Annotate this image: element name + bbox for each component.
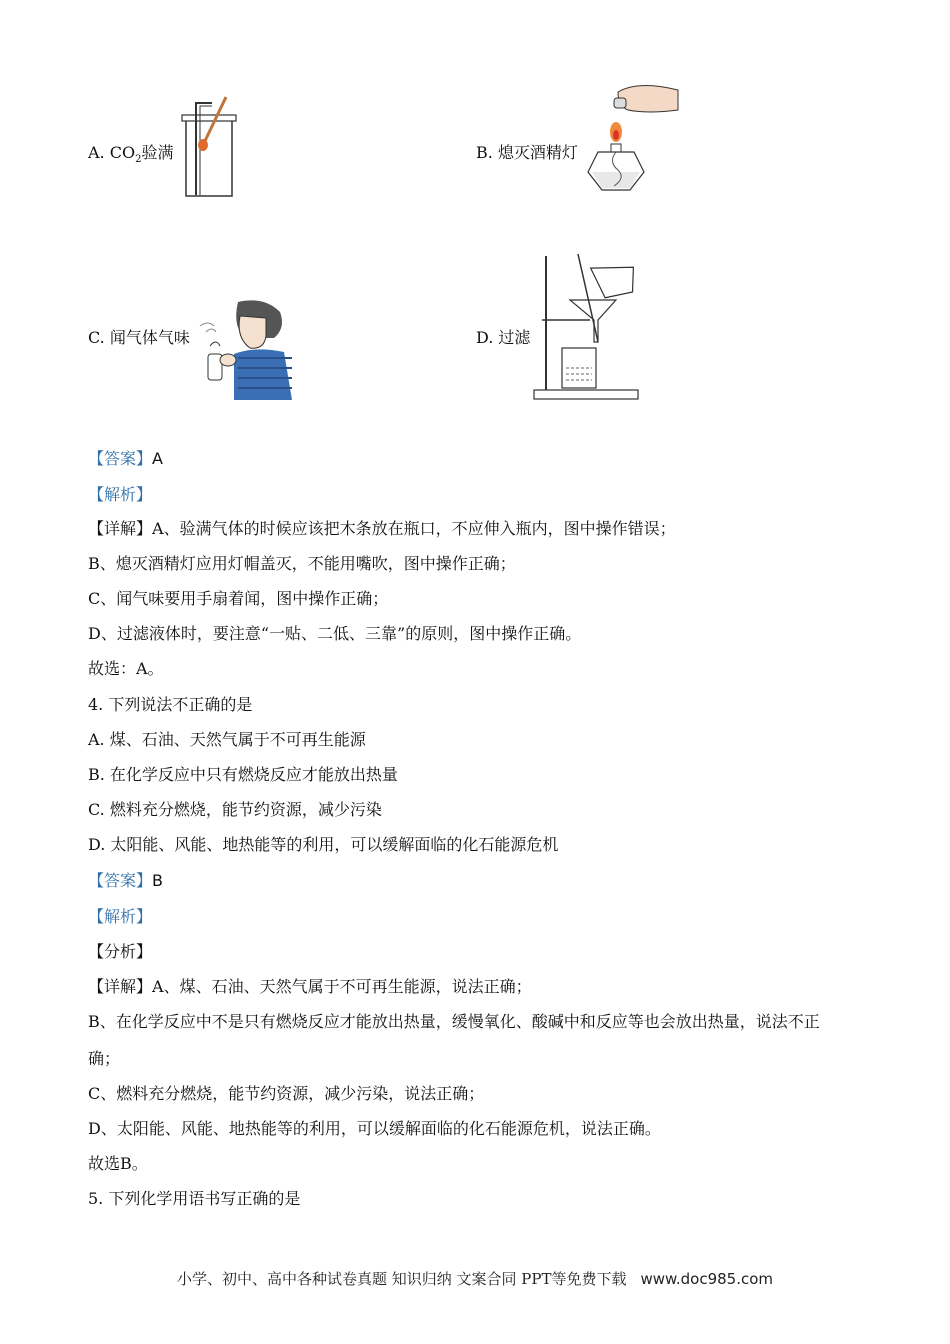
detail-text: A、验满气体的时候应该把木条放在瓶口，不应伸入瓶内，图中操作错误；	[152, 519, 676, 538]
detail-text: A、煤、石油、天然气属于不可再生能源，说法正确；	[152, 977, 532, 996]
q3-choice: 故选：A。	[88, 659, 164, 678]
q4-line-d: D、太阳能、风能、地热能等的利用，可以缓解面临的化石能源危机，说法正确。	[88, 1119, 661, 1138]
page-footer	[0, 1268, 950, 1289]
footer-url[interactable]: www.doc985.com	[640, 1270, 774, 1288]
q4-choice: 故选B。	[88, 1154, 148, 1173]
answer-tag: 【答案】	[88, 871, 153, 890]
co2-bottle-figure	[178, 95, 240, 199]
q3-line-c: C、闻气味要用手扇着闻，图中操作正确；	[88, 589, 389, 608]
q4-line-b1: B、在化学反应中不是只有燃烧反应才能放出热量，缓慢氧化、酸碱中和反应等也会放出热量，说法不正	[88, 1012, 820, 1031]
detail-tag: 【详解】	[88, 519, 153, 538]
detail-tag: 【详解】	[88, 977, 153, 996]
q4-option-a: A. 煤、石油、天然气属于不可再生能源	[88, 730, 366, 749]
alcohol-lamp-figure	[578, 80, 683, 195]
q3-answer-line	[88, 446, 163, 469]
q4-stem: 4. 下列说法不正确的是	[88, 695, 253, 714]
answer-value: B	[152, 871, 163, 890]
option-d-label: D. 过滤	[476, 328, 531, 347]
q4-fenxi-tag: 【分析】	[88, 942, 153, 961]
q4-option-d: D. 太阳能、风能、地热能等的利用，可以缓解面临的化石能源危机	[88, 835, 559, 854]
option-b-label: B. 熄灭酒精灯	[476, 143, 578, 162]
q3-detail-line	[88, 516, 676, 539]
option-c-label: C. 闻气体气味	[88, 328, 190, 347]
q5-stem: 5. 下列化学用语书写正确的是	[88, 1189, 301, 1208]
q4-analysis-tag: 【解析】	[88, 907, 153, 926]
q3-line-d: D、过滤液体时，要注意“一贴、二低、三靠”的原则，图中操作正确。	[88, 624, 582, 643]
q4-detail-line	[88, 974, 532, 997]
q4-line-b2: 确；	[88, 1049, 121, 1068]
smelling-gas-figure	[194, 298, 296, 402]
q3-line-b: B、熄灭酒精灯应用灯帽盖灭，不能用嘴吹，图中操作正确；	[88, 554, 516, 573]
filtration-figure	[532, 252, 644, 402]
q4-answer-line	[88, 868, 163, 891]
q4-option-b: B. 在化学反应中只有燃烧反应才能放出热量	[88, 765, 398, 784]
footer-text: 小学、初中、高中各种试卷真题 知识归纳 文案合同 PPT等免费下载	[176, 1270, 627, 1288]
answer-tag: 【答案】	[88, 449, 153, 468]
q3-analysis-tag: 【解析】	[88, 485, 153, 504]
q4-option-c: C. 燃料充分燃烧，能节约资源，减少污染	[88, 800, 382, 819]
option-a-label: A. $CO_2$验满	[88, 143, 174, 166]
q4-line-c: C、燃料充分燃烧，能节约资源，减少污染，说法正确；	[88, 1084, 485, 1103]
answer-value: A	[152, 449, 163, 468]
